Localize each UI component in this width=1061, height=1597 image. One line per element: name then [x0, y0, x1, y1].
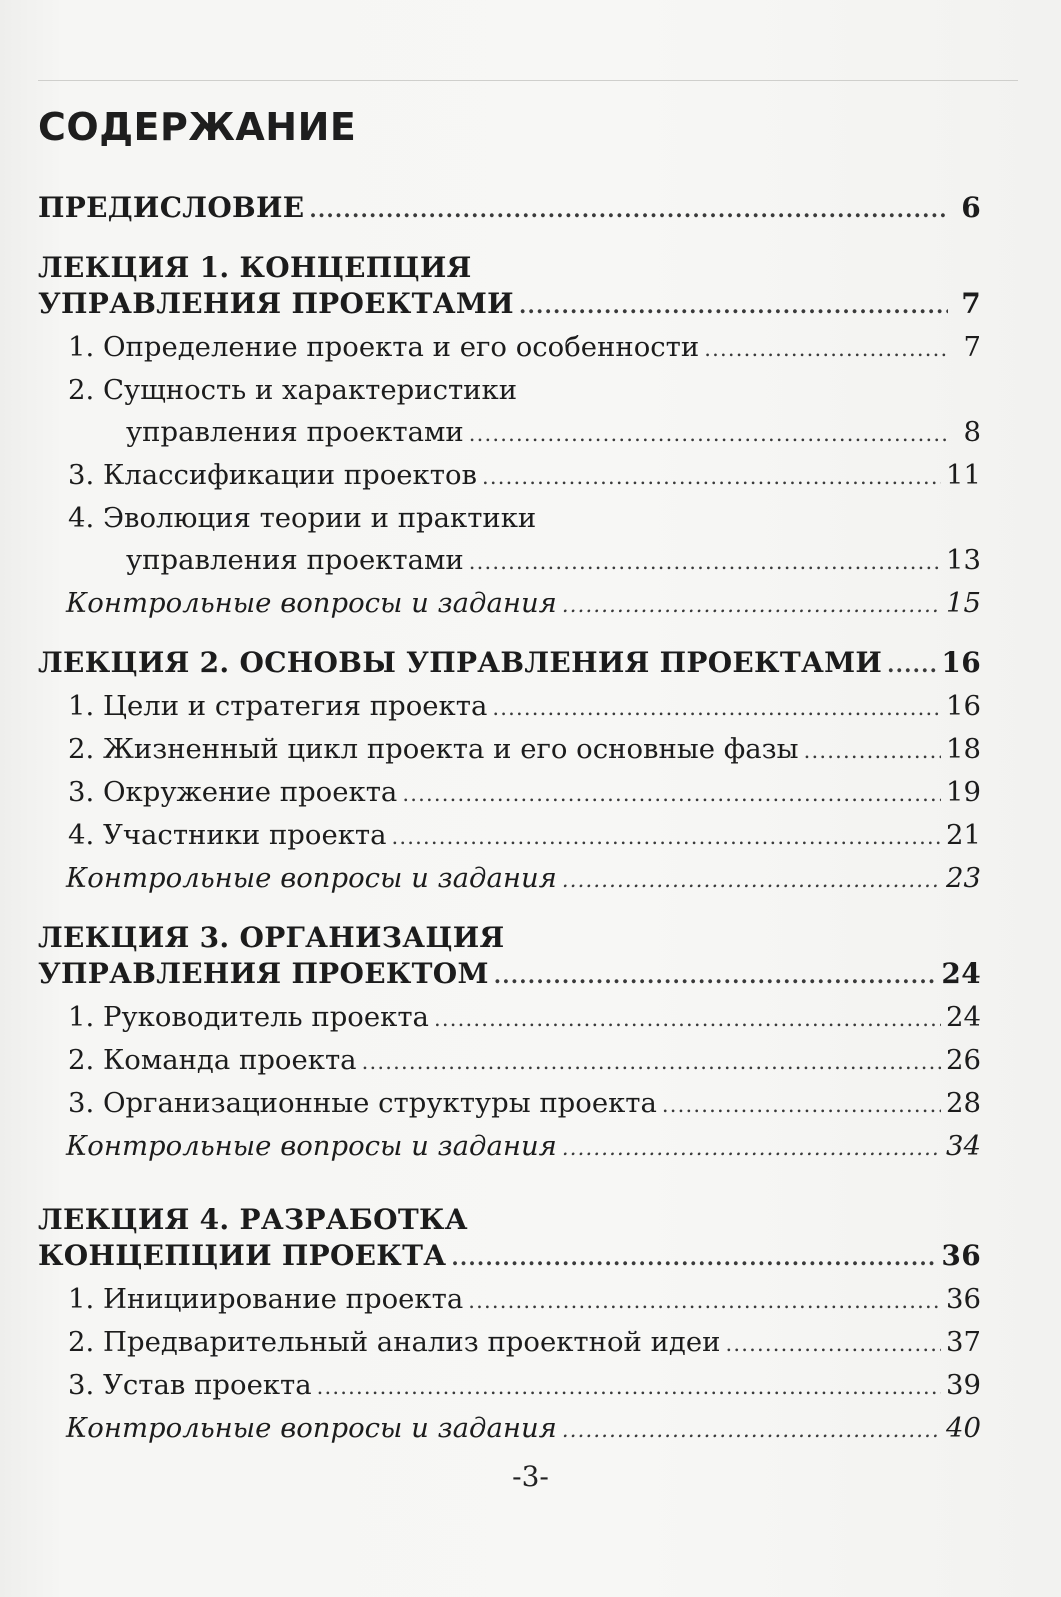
- dot-leader: [309, 199, 948, 220]
- toc-lecture-1-title-line1[interactable]: ЛЕКЦИЯ 1. КОНЦЕПЦИЯ: [38, 251, 472, 284]
- toc-page-number: 24: [946, 1001, 981, 1033]
- dot-leader: [887, 654, 936, 675]
- toc-entry-title: 1. Определение проекта и его особенности: [68, 331, 700, 363]
- toc-entry-1-2[interactable]: [38, 414, 981, 450]
- toc-entry-title: 3. Организационные структуры проекта: [68, 1087, 657, 1119]
- toc-entry-4-questions[interactable]: [38, 1410, 981, 1446]
- toc-entry-3-3[interactable]: [38, 1085, 981, 1121]
- toc-page-number: 16: [946, 690, 981, 722]
- toc-entry-2-1[interactable]: [38, 688, 981, 724]
- toc-entry-title: 1. Руководитель проекта: [68, 1001, 429, 1033]
- toc-entry-2-3[interactable]: [38, 774, 981, 810]
- dot-leader: [402, 784, 941, 805]
- dot-leader: [392, 827, 941, 848]
- toc-entry-title: 4. Участники проекта: [68, 819, 387, 851]
- toc-entry-title: 3. Классификации проектов: [68, 459, 477, 491]
- toc-page-number: 37: [946, 1326, 981, 1358]
- dot-leader: [362, 1052, 941, 1073]
- dot-leader: [469, 424, 948, 445]
- toc-page-number: 19: [946, 776, 981, 808]
- toc-page-number: 15: [946, 587, 981, 619]
- toc-entry-3-questions[interactable]: [38, 1128, 981, 1164]
- toc-entry-title: Контрольные вопросы и задания: [66, 587, 557, 619]
- dot-leader: [451, 1247, 936, 1268]
- toc-page-number: 16: [941, 646, 981, 679]
- dot-leader: [519, 295, 948, 316]
- toc-lecture-4-title-line1[interactable]: ЛЕКЦИЯ 4. РАЗРАБОТКА: [38, 1203, 468, 1236]
- toc-entry-1-3[interactable]: [38, 457, 981, 493]
- toc-entry-lecture-3[interactable]: [38, 956, 981, 992]
- page-number: -3-: [512, 1460, 549, 1493]
- toc-entry-lecture-2[interactable]: [38, 645, 981, 681]
- toc-page-number: 18: [946, 733, 981, 765]
- dot-leader: [804, 741, 941, 762]
- toc-entry-title: 3. Устав проекта: [68, 1369, 312, 1401]
- toc-entry-title: управления проектами: [126, 416, 464, 448]
- toc-entry-title: 2. Жизненный цикл проекта и его основные фазы: [68, 733, 799, 765]
- toc-page-number: 23: [946, 862, 981, 894]
- dot-leader: [434, 1009, 941, 1030]
- toc-entry-title: КОНЦЕПЦИИ ПРОЕКТА: [38, 1239, 447, 1272]
- dot-leader: [492, 698, 941, 719]
- toc-page-number: 26: [946, 1044, 981, 1076]
- toc-page-number: 40: [946, 1412, 981, 1444]
- toc-page-number: 39: [946, 1369, 981, 1401]
- table-of-contents: [38, 190, 981, 1446]
- toc-entry-title: УПРАВЛЕНИЯ ПРОЕКТАМИ: [38, 287, 514, 320]
- dot-leader: [482, 467, 941, 488]
- toc-entry-2-questions[interactable]: [38, 860, 981, 896]
- toc-page-number: 34: [946, 1130, 981, 1162]
- toc-entry-2-4[interactable]: [38, 817, 981, 853]
- dot-leader: [469, 552, 941, 573]
- toc-entry-title: 1. Цели и стратегия проекта: [68, 690, 488, 722]
- toc-page-number: 7: [961, 287, 981, 320]
- toc-entry-title: УПРАВЛЕНИЯ ПРОЕКТОМ: [38, 957, 489, 990]
- toc-entry-lecture-4[interactable]: [38, 1238, 981, 1274]
- toc-entry-4-2[interactable]: [38, 1324, 981, 1360]
- toc-page-number: 36: [946, 1283, 981, 1315]
- dot-leader: [562, 595, 941, 616]
- toc-entry-title: 1. Инициирование проекта: [68, 1283, 464, 1315]
- toc-entry-lecture-1[interactable]: [38, 286, 981, 322]
- toc-entry-title: Контрольные вопросы и задания: [66, 862, 557, 894]
- toc-page-number: 28: [946, 1087, 981, 1119]
- dot-leader: [562, 870, 941, 891]
- toc-entry-2-2[interactable]: [38, 731, 981, 767]
- toc-lecture-3-title-line1[interactable]: ЛЕКЦИЯ 3. ОРГАНИЗАЦИЯ: [38, 921, 505, 954]
- toc-entry-title: управления проектами: [126, 544, 464, 576]
- toc-entry-3-1[interactable]: [38, 999, 981, 1035]
- toc-entry-3-2[interactable]: [38, 1042, 981, 1078]
- toc-page-number: 24: [941, 957, 981, 990]
- toc-entry-1-4[interactable]: [38, 542, 981, 578]
- toc-entry-preface[interactable]: [38, 190, 981, 226]
- toc-page-number: 11: [946, 459, 981, 491]
- toc-entry-title: 2. Предварительный анализ проектной идеи: [68, 1326, 721, 1358]
- contents-heading: СОДЕРЖАНИЕ: [38, 105, 357, 149]
- toc-entry-title: 2. Команда проекта: [68, 1044, 357, 1076]
- toc-entry-4-1[interactable]: [38, 1281, 981, 1317]
- dot-leader: [704, 339, 948, 360]
- dot-leader: [725, 1334, 941, 1355]
- toc-entry-1-2-line1[interactable]: 2. Сущность и характеристики: [68, 374, 518, 406]
- top-rule: [38, 80, 1018, 81]
- toc-page-number: 36: [941, 1239, 981, 1272]
- toc-entry-title: ПРЕДИСЛОВИЕ: [38, 191, 305, 224]
- toc-entry-title: ЛЕКЦИЯ 2. ОСНОВЫ УПРАВЛЕНИЯ ПРОЕКТАМИ: [38, 646, 883, 679]
- toc-page-number: 7: [963, 331, 981, 363]
- toc-entry-1-questions[interactable]: [38, 585, 981, 621]
- toc-entry-title: 3. Окружение проекта: [68, 776, 398, 808]
- toc-entry-4-3[interactable]: [38, 1367, 981, 1403]
- dot-leader: [494, 965, 937, 986]
- toc-page-number: 13: [946, 544, 981, 576]
- toc-page-number: 8: [963, 416, 981, 448]
- toc-entry-title: Контрольные вопросы и задания: [66, 1130, 557, 1162]
- toc-entry-title: Контрольные вопросы и задания: [66, 1412, 557, 1444]
- toc-page-number: 6: [961, 191, 981, 224]
- toc-entry-1-4-line1[interactable]: 4. Эволюция теории и практики: [68, 502, 537, 534]
- dot-leader: [468, 1291, 941, 1312]
- toc-entry-1-1[interactable]: [38, 329, 981, 365]
- dot-leader: [562, 1420, 941, 1441]
- dot-leader: [562, 1138, 941, 1159]
- dot-leader: [317, 1377, 941, 1398]
- toc-page-number: 21: [946, 819, 981, 851]
- dot-leader: [662, 1095, 941, 1116]
